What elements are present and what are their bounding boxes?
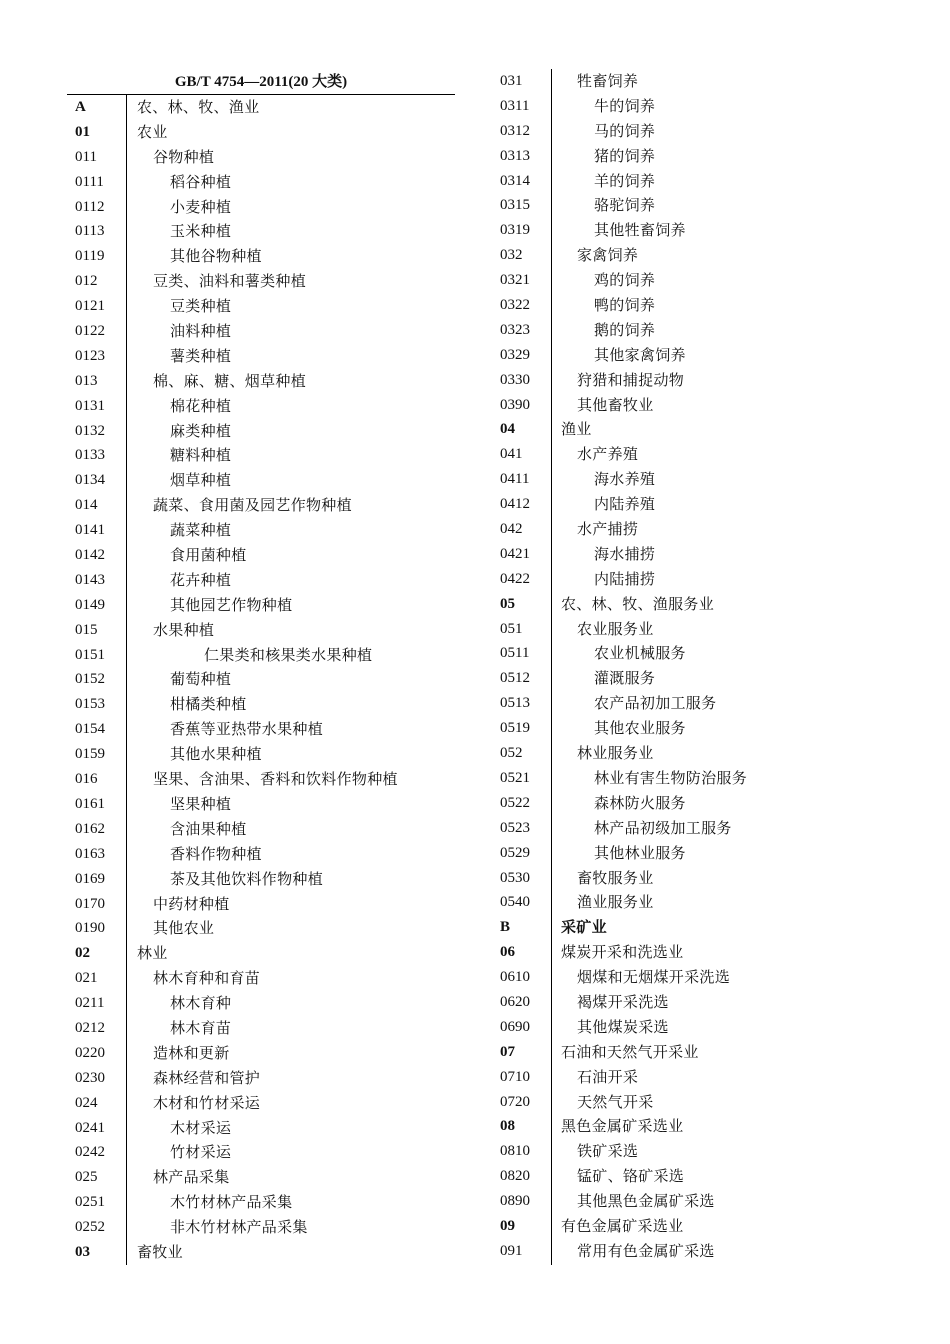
category-code: 0121 xyxy=(75,298,105,315)
category-name: 豆类种植 xyxy=(170,297,232,316)
category-name: 仁果类和核果类水果种植 xyxy=(204,645,373,664)
category-code: 0220 xyxy=(75,1044,105,1061)
category-code: 0323 xyxy=(500,321,530,338)
table-row xyxy=(67,195,455,220)
table-row xyxy=(67,95,455,120)
category-code: 0321 xyxy=(500,272,530,289)
category-code: 052 xyxy=(500,745,523,762)
table-row xyxy=(492,268,792,293)
category-name: 食用菌种植 xyxy=(170,546,247,565)
table-row xyxy=(492,567,792,592)
category-name: 有色金属矿采选业 xyxy=(561,1216,684,1235)
category-code: 0322 xyxy=(500,297,530,314)
table-row xyxy=(67,1165,455,1190)
category-code: 0149 xyxy=(75,596,105,613)
category-code: 0154 xyxy=(75,721,105,738)
category-code: 0143 xyxy=(75,571,105,588)
category-name: 非木竹材林产品采集 xyxy=(170,1218,308,1237)
category-name: 煤炭开采和洗选业 xyxy=(561,943,684,962)
category-name: 其他谷物种植 xyxy=(170,247,262,266)
category-code: 0133 xyxy=(75,447,105,464)
table-row xyxy=(492,218,792,243)
category-name: 小麦种植 xyxy=(170,197,232,216)
table-row xyxy=(492,293,792,318)
category-code: 0153 xyxy=(75,696,105,713)
category-name: 渔业 xyxy=(561,420,592,439)
table-row xyxy=(492,940,792,965)
table-row xyxy=(492,492,792,517)
category-name: 蔬菜、食用菌及园艺作物种植 xyxy=(153,496,352,515)
table-row xyxy=(67,1190,455,1215)
category-code: 01 xyxy=(75,123,90,140)
category-code: 0131 xyxy=(75,397,105,414)
category-name: 花卉种植 xyxy=(170,570,232,589)
category-code: 091 xyxy=(500,1242,523,1259)
category-name: 茶及其他饮料作物种植 xyxy=(170,869,324,888)
category-code: 08 xyxy=(500,1118,515,1135)
table-row xyxy=(67,120,455,145)
category-code: 0412 xyxy=(500,496,530,513)
table-row xyxy=(492,890,792,915)
category-name: 其他煤炭采选 xyxy=(577,1017,669,1036)
category-name: 森林防火服务 xyxy=(594,793,686,812)
table-row xyxy=(67,1066,455,1091)
category-code: 0529 xyxy=(500,844,530,861)
table-row xyxy=(67,468,455,493)
category-name: 鸡的饲养 xyxy=(594,271,656,290)
category-name: 灌溉服务 xyxy=(594,669,656,688)
table-row xyxy=(492,766,792,791)
table-row xyxy=(67,842,455,867)
category-name: 林木育种和育苗 xyxy=(153,969,261,988)
category-name: 其他黑色金属矿采选 xyxy=(577,1192,715,1211)
category-name: 谷物种植 xyxy=(153,147,215,166)
category-code: 041 xyxy=(500,446,523,463)
category-code: 0810 xyxy=(500,1143,530,1160)
category-name: 鹅的饲养 xyxy=(594,320,656,339)
category-name: 葡萄种植 xyxy=(170,670,232,689)
table-row xyxy=(67,419,455,444)
table-row xyxy=(67,817,455,842)
category-name: 褐煤开采洗选 xyxy=(577,992,669,1011)
category-name: 坚果、含油果、香料和饮料作物种植 xyxy=(153,770,398,789)
table-row xyxy=(492,393,792,418)
table-row xyxy=(492,691,792,716)
category-code: 0311 xyxy=(500,97,530,114)
category-name: 其他家禽饲养 xyxy=(594,345,686,364)
category-name: 竹材采运 xyxy=(170,1143,232,1162)
category-code: 09 xyxy=(500,1217,515,1234)
table-row xyxy=(492,144,792,169)
table-row xyxy=(67,1041,455,1066)
category-code: 012 xyxy=(75,273,98,290)
table-row xyxy=(67,717,455,742)
category-code: 0242 xyxy=(75,1144,105,1161)
category-name: 其他牲畜饲养 xyxy=(594,221,686,240)
category-code: 0190 xyxy=(75,920,105,937)
category-code: 0123 xyxy=(75,347,105,364)
category-code: 0169 xyxy=(75,870,105,887)
category-code: 0134 xyxy=(75,472,105,489)
document-title: GB/T 4754—2011(20 大类) xyxy=(67,70,455,95)
table-row xyxy=(67,543,455,568)
category-code: 0610 xyxy=(500,969,530,986)
category-code: 0122 xyxy=(75,323,105,340)
category-name: 家禽饲养 xyxy=(577,246,639,265)
category-code: 0141 xyxy=(75,522,105,539)
table-row xyxy=(67,618,455,643)
category-name: 石油和天然气开采业 xyxy=(561,1042,699,1061)
table-row xyxy=(492,94,792,119)
table-row xyxy=(492,517,792,542)
table-row xyxy=(492,716,792,741)
category-name: 狩猎和捕捉动物 xyxy=(577,370,685,389)
category-code: 0319 xyxy=(500,222,530,239)
category-name: 稻谷种植 xyxy=(170,172,232,191)
category-code: 016 xyxy=(75,771,98,788)
category-name: 其他水果种植 xyxy=(170,745,262,764)
table-row xyxy=(67,145,455,170)
category-name: 其他畜牧业 xyxy=(577,395,654,414)
table-row xyxy=(67,344,455,369)
category-code: B xyxy=(500,919,511,936)
table-row xyxy=(492,592,792,617)
table-row xyxy=(67,269,455,294)
category-code: 0230 xyxy=(75,1069,105,1086)
table-row xyxy=(67,369,455,394)
table-row xyxy=(492,965,792,990)
category-name: 林业有害生物防治服务 xyxy=(594,768,748,787)
category-code: 0119 xyxy=(75,248,105,265)
category-name: 含油果种植 xyxy=(170,819,247,838)
table-row xyxy=(492,641,792,666)
table-row xyxy=(492,343,792,368)
category-name: 香蕉等亚热带水果种植 xyxy=(170,720,324,739)
category-name: 骆驼饲养 xyxy=(594,196,656,215)
category-name: 林业服务业 xyxy=(577,744,654,763)
category-name: 牲畜饲养 xyxy=(577,72,639,90)
category-code: 0523 xyxy=(500,819,530,836)
category-code: 0251 xyxy=(75,1194,105,1211)
table-row xyxy=(492,816,792,841)
category-code: 0512 xyxy=(500,670,530,687)
table-row xyxy=(492,1065,792,1090)
table-row xyxy=(492,1164,792,1189)
category-name: 其他农业服务 xyxy=(594,719,686,738)
table-row xyxy=(492,1090,792,1115)
category-code: 0511 xyxy=(500,645,530,662)
table-row xyxy=(67,170,455,195)
table-row xyxy=(67,219,455,244)
category-code: 032 xyxy=(500,247,523,264)
category-code: 0519 xyxy=(500,720,530,737)
category-code: 0540 xyxy=(500,894,530,911)
table-row xyxy=(492,791,792,816)
category-code: 0212 xyxy=(75,1019,105,1036)
table-row xyxy=(67,568,455,593)
table-row xyxy=(67,1240,455,1265)
category-code: 0159 xyxy=(75,746,105,763)
category-code: 0820 xyxy=(500,1168,530,1185)
category-name: 其他园艺作物种植 xyxy=(170,595,293,614)
category-name: 中药材种植 xyxy=(153,894,230,913)
category-code: 011 xyxy=(75,148,97,165)
category-name: 蔬菜种植 xyxy=(170,521,232,540)
category-code: 0151 xyxy=(75,646,105,663)
table-row xyxy=(492,915,792,940)
category-name: 烟草种植 xyxy=(170,471,232,490)
category-name: 木竹材林产品采集 xyxy=(170,1193,293,1212)
table-row xyxy=(67,294,455,319)
category-code: 0142 xyxy=(75,547,105,564)
category-name: 水产养殖 xyxy=(577,445,639,464)
table-row xyxy=(492,193,792,218)
category-name: 常用有色金属矿采选 xyxy=(577,1241,715,1260)
category-code: 0314 xyxy=(500,172,530,189)
category-name: 铁矿采选 xyxy=(577,1142,639,1161)
category-code: 0111 xyxy=(75,173,104,190)
category-name: 海水养殖 xyxy=(594,470,656,489)
table-row xyxy=(492,841,792,866)
category-name: 农业 xyxy=(137,122,168,141)
category-code: 024 xyxy=(75,1094,98,1111)
category-code: 042 xyxy=(500,521,523,538)
category-name: 马的饲养 xyxy=(594,121,656,140)
category-code: 0161 xyxy=(75,795,105,812)
table-row xyxy=(67,443,455,468)
table-row xyxy=(492,318,792,343)
table-row xyxy=(67,593,455,618)
category-name: 猪的饲养 xyxy=(594,146,656,165)
category-name: 水产捕捞 xyxy=(577,520,639,539)
category-name: 玉米种植 xyxy=(170,222,232,241)
category-code: 0211 xyxy=(75,995,105,1012)
category-code: 051 xyxy=(500,620,523,637)
category-name: 香料作物种植 xyxy=(170,844,262,863)
table-row xyxy=(67,493,455,518)
table-row xyxy=(492,243,792,268)
category-name: 锰矿、铬矿采选 xyxy=(577,1167,685,1186)
category-code: 0132 xyxy=(75,422,105,439)
category-code: 0513 xyxy=(500,695,530,712)
table-row xyxy=(67,892,455,917)
table-row xyxy=(492,119,792,144)
category-name: 羊的饲养 xyxy=(594,171,656,190)
category-name: 其他农业 xyxy=(153,919,215,938)
category-name: 糖料种植 xyxy=(170,446,232,465)
category-name: 坚果种植 xyxy=(170,794,232,813)
category-name: 海水捕捞 xyxy=(594,544,656,563)
category-name: 石油开采 xyxy=(577,1067,639,1086)
table-row xyxy=(492,368,792,393)
category-name: 鸭的饲养 xyxy=(594,296,656,315)
category-name: 造林和更新 xyxy=(153,1043,230,1062)
category-code: 0113 xyxy=(75,223,105,240)
category-code: 0112 xyxy=(75,198,105,215)
table-row xyxy=(492,69,792,94)
right-classification-column xyxy=(492,69,792,1264)
category-code: 0170 xyxy=(75,895,105,912)
table-row xyxy=(67,792,455,817)
category-code: 0329 xyxy=(500,346,530,363)
category-name: 林产品采集 xyxy=(153,1168,230,1187)
category-code: 0312 xyxy=(500,122,530,139)
category-name: 水果种植 xyxy=(153,620,215,639)
table-row xyxy=(67,244,455,269)
category-name: 农业机械服务 xyxy=(594,644,686,663)
category-code: 04 xyxy=(500,421,515,438)
category-code: 0890 xyxy=(500,1193,530,1210)
category-code: 0690 xyxy=(500,1018,530,1035)
category-name: 畜牧服务业 xyxy=(577,868,654,887)
table-row xyxy=(67,966,455,991)
category-name: 内陆养殖 xyxy=(594,495,656,514)
category-name: 农、林、牧、渔服务业 xyxy=(561,594,715,613)
category-code: 0421 xyxy=(500,545,530,562)
category-code: 0530 xyxy=(500,869,530,886)
category-name: 牛的饲养 xyxy=(594,96,656,115)
category-name: 森林经营和管护 xyxy=(153,1068,261,1087)
category-name: 内陆捕捞 xyxy=(594,569,656,588)
table-row xyxy=(492,542,792,567)
category-name: 麻类种植 xyxy=(170,421,232,440)
category-name: 畜牧业 xyxy=(137,1242,183,1261)
category-name: 烟煤和无烟煤开采洗选 xyxy=(577,968,731,987)
table-row xyxy=(492,866,792,891)
table-row xyxy=(67,518,455,543)
table-row xyxy=(492,741,792,766)
category-name: 林业 xyxy=(137,944,168,963)
table-row xyxy=(492,1114,792,1139)
table-row xyxy=(492,1139,792,1164)
category-name: 棉花种植 xyxy=(170,396,232,415)
category-name: 林木育苗 xyxy=(170,1018,232,1037)
table-row xyxy=(67,941,455,966)
category-name: 棉、麻、糖、烟草种植 xyxy=(153,371,307,390)
category-name: 林木育种 xyxy=(170,994,232,1013)
table-row xyxy=(492,442,792,467)
category-code: 0330 xyxy=(500,371,530,388)
table-row xyxy=(492,1040,792,1065)
category-code: 05 xyxy=(500,595,515,612)
category-name: 木材采运 xyxy=(170,1118,232,1137)
table-row xyxy=(67,643,455,668)
table-row xyxy=(492,1189,792,1214)
category-name: 黑色金属矿采选业 xyxy=(561,1117,684,1136)
category-code: 0163 xyxy=(75,845,105,862)
category-name: 木材和竹材采运 xyxy=(153,1093,261,1112)
table-row xyxy=(67,991,455,1016)
category-name: 天然气开采 xyxy=(577,1092,654,1111)
table-row xyxy=(67,742,455,767)
category-code: 0522 xyxy=(500,794,530,811)
category-code: 0390 xyxy=(500,396,530,413)
category-name: 农、林、牧、渔业 xyxy=(137,98,260,116)
category-code: 0313 xyxy=(500,147,530,164)
table-row xyxy=(67,394,455,419)
table-row xyxy=(67,867,455,892)
category-code: 014 xyxy=(75,497,98,514)
category-code: 0162 xyxy=(75,820,105,837)
category-name: 薯类种植 xyxy=(170,346,232,365)
table-row xyxy=(492,1015,792,1040)
table-row xyxy=(67,692,455,717)
table-row xyxy=(492,417,792,442)
category-code: 0241 xyxy=(75,1119,105,1136)
table-row xyxy=(492,990,792,1015)
category-name: 农产品初加工服务 xyxy=(594,694,717,713)
table-row xyxy=(67,916,455,941)
table-row xyxy=(67,1140,455,1165)
category-name: 其他林业服务 xyxy=(594,843,686,862)
category-code: 0620 xyxy=(500,993,530,1010)
table-row xyxy=(492,467,792,492)
category-code: 0152 xyxy=(75,671,105,688)
table-row xyxy=(67,767,455,792)
category-code: 031 xyxy=(500,73,523,89)
category-code: 0315 xyxy=(500,197,530,214)
table-row xyxy=(492,1214,792,1239)
category-code: 015 xyxy=(75,621,98,638)
table-row xyxy=(67,1091,455,1116)
category-code: 0422 xyxy=(500,570,530,587)
category-name: 采矿业 xyxy=(561,918,607,937)
table-row xyxy=(492,169,792,194)
table-row xyxy=(67,667,455,692)
table-row xyxy=(492,617,792,642)
category-name: 豆类、油料和薯类种植 xyxy=(153,272,307,291)
category-code: 02 xyxy=(75,945,90,962)
table-row xyxy=(67,1215,455,1240)
category-code: A xyxy=(75,99,86,115)
category-code: 021 xyxy=(75,970,98,987)
table-row xyxy=(492,666,792,691)
category-code: 025 xyxy=(75,1169,98,1186)
category-code: 06 xyxy=(500,944,515,961)
category-code: 0521 xyxy=(500,769,530,786)
category-name: 油料种植 xyxy=(170,322,232,341)
table-row xyxy=(67,319,455,344)
category-name: 柑橘类种植 xyxy=(170,695,247,714)
table-row xyxy=(492,1239,792,1264)
category-code: 03 xyxy=(75,1243,90,1260)
category-name: 林产品初级加工服务 xyxy=(594,818,732,837)
left-classification-column xyxy=(67,95,455,1265)
table-row xyxy=(67,1016,455,1041)
category-code: 07 xyxy=(500,1043,515,1060)
category-name: 农业服务业 xyxy=(577,619,654,638)
category-code: 0720 xyxy=(500,1093,530,1110)
category-code: 0710 xyxy=(500,1068,530,1085)
category-code: 0411 xyxy=(500,471,530,488)
table-row xyxy=(67,1116,455,1141)
category-code: 0252 xyxy=(75,1219,105,1236)
category-code: 013 xyxy=(75,372,98,389)
category-name: 渔业服务业 xyxy=(577,893,654,912)
